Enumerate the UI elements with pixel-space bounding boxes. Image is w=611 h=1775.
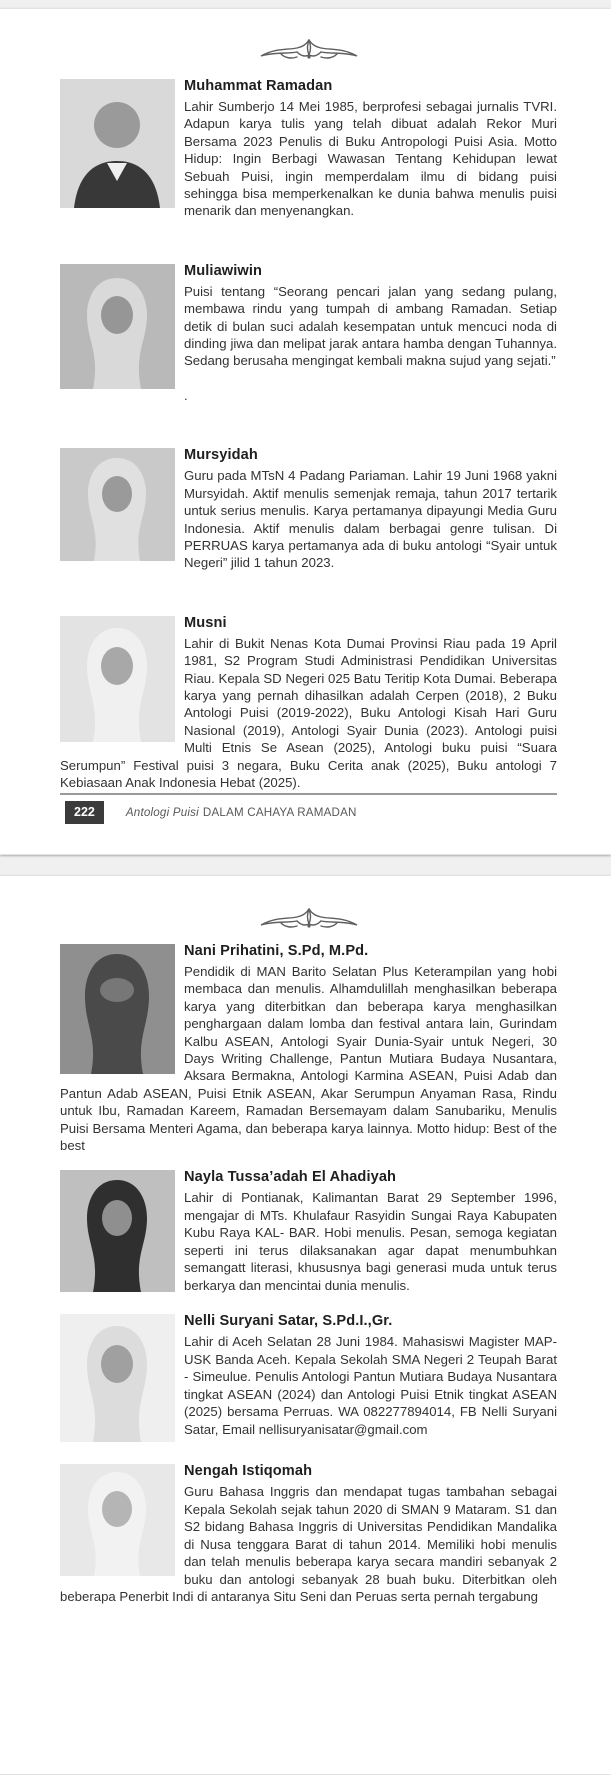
bio-name: Nelli Suryani Satar, S.Pd.I.,Gr. [184,1313,393,1330]
bio-name: Mursyidah [184,447,258,464]
bio-mursyidah [60,446,557,571]
bio-name: Musni [184,614,227,631]
bio-muhammat-ramadan [60,77,557,220]
floral-ornament-icon [60,876,557,932]
bio-name: Muhammat Ramadan [184,78,333,94]
portrait-photo [60,448,175,561]
portrait-photo [60,944,175,1074]
bio-text: Lahir di Aceh Selatan 28 Juni 1984. Mahasiswi Magister MAP-USK Banda Aceh. Kepala Sekolah SMA Negeri 2 Teupah Barat - Simeulue. Penulis Antologi Pantun Mutiara Budaya Nusantara tingkat ASEAN (2024) dan Antologi Puisi Etnik tingkat ASEAN (2025) bersama Perruas. WA 082277894014, FB Nelli Suryani Satar, Email nellisuryanisatar@gmail.com [184,1334,557,1437]
bio-text: Pendidik di MAN Barito Selatan Plus Keterampilan yang hobi membaca dan menulis. Alhamdulillah menghasilkan beberapa karya yang diterbitkan dan beberapa karya menghasilkan penghargaan dalam lomba dan festival antara lain, Gurindam Kalbu ASEAN, Antologi Syair Dunia-Syair untuk Negeri, 30 Days Writing Challenge, Pantun Mutiara Budaya Nusantara, Aksara Bermakna, Antologi Karmina ASEAN, Puisi Adab dan Pantun Adab ASEAN, Puisi Etnik ASEAN, Akar Serumpun Anyaman Rasa, Rindu untuk Ibu, Ramadan Kareem, Ramadan Bersemayam dalam Sanubariku, Menulis Puisi Bersama Menteri Agama, dan beberapa karya lainnya. Motto hidup: Best of the best [60,964,557,1154]
stray-period: . [184,387,188,403]
bio-name: Nengah Istiqomah [184,1463,313,1480]
book-title-italic: Antologi Puisi [125,806,199,819]
portrait-photo [60,1464,175,1576]
bio-text: Lahir di Pontianak, Kalimantan Barat 29 September 1996, mengajar di MTs. Khulafaur Rasyidin Sungai Raya Kabupaten Kubu Raya KAL- BAR. Hobi menulis. Pesan, semoga kegiatan seperti ini terus dilaksanakan agar dapat menumbuhkan semangatt literasi, khususnya bagi generasi muda untuk terus berkarya dan mencintai dunia menulis. [184,1190,557,1293]
bio-muliawiwin [60,262,557,404]
floral-ornament-icon [60,9,557,63]
bio-text: Puisi tentang “Seorang pencari jalan yang sedang pulang, membawa rindu yang tumpah di ambang Ramadan. Setiap detik di bulan suci adalah kesempatan untuk mencuci noda di dinding jiwa dan melipat jarak antara hamba dengan Tuhannya. Sedang berusaha mengingat kembali makna sujud yang sejati.” [184,283,557,369]
page-footer [60,793,557,824]
book-page-223 [0,875,611,1775]
portrait-photo [60,616,175,742]
portrait-photo [60,79,175,208]
bio-nengah-istiqomah [60,1462,557,1605]
bio-name: Muliawiwin [184,262,263,279]
bio-text: Guru pada MTsN 4 Padang Pariaman. Lahir 19 Juni 1968 yakni Mursyidah. Aktif menulis semenjak remaja, tahun 2017 tertarik untuk serius menulis. Karya pertamanya dipayungi Media Guru Indonesia. Aktif menulis dalam berbagai genre tulisan. Di PERRUAS karya pertamanya ada di buku antologi “Syair untuk Negeri” jilid 1 tahun 2023. [184,468,557,571]
page-number-badge: 222 [65,801,104,824]
bio-nani-prihatini [60,942,557,1154]
bio-nelli-suryani [60,1312,557,1448]
running-book-title [126,806,357,819]
book-title-caps: DALAM CAHAYA RAMADAN [202,806,357,819]
bio-musni [60,614,557,792]
bio-nayla-tussaadah [60,1168,557,1298]
portrait-photo [60,1170,175,1292]
footer-rule [60,793,557,795]
book-page-222 [0,8,611,855]
bio-name: Nani Prihatini, S.Pd, M.Pd. [184,943,369,959]
bio-text: Lahir di Bukit Nenas Kota Dumai Provinsi Riau pada 19 April 1981, S2 Program Studi Administrasi Pendidikan Universitas Riau. Kepala SD Negeri 025 Batu Teritip Kota Dumai. Beberapa karya yang pernah dihasilkan adalah Cerpen (2018), 2 Buku Antologi Puisi (2019-2022), Buku Antologi Kisah Hari Guru Nasional (2019), Antologi Syair Dunia (2023). Antologi puisi Multi Etnis Se Asean (2025), Antologi buku puisi “Suara Serumpun” Festival puisi 3 negara, Buku Cerita anak (2025), Buku antologi 7 Kebiasaan Anak Indonesia Hebat (2025). [60,635,557,790]
portrait-photo [60,1314,175,1442]
bio-name: Nayla Tussa’adah El Ahadiyah [184,1169,397,1186]
bio-text: Guru Bahasa Inggris dan mendapat tugas tambahan sebagai Kepala Sekolah sejak tahun 2020 di SMAN 9 Mataram. S1 dan S2 bidang Bahasa Inggris di Universitas Pendidikan Mandalika di Nusa tenggara Barat di tahun 2014. Memiliki hobi menulis dan telah menulis beberapa karya secara mandiri sebanyak 2 buku dan antologi sebanyak 28 buah buku. Diterbitkan oleh beberapa Penerbit Indi di antaranya Situ Seni dan Peruas serta pernah tergabung [60,1484,557,1604]
bio-text: Lahir Sumberjo 14 Mei 1985, berprofesi sebagai jurnalis TVRI. Adapun karya tulis yang telah dibuat adalah Rekor Muri Bersama 2023 Penulis di Buku Antropologi Puisi Asia. Motto Hidup: Ingin Berbagi Wawasan Tentang Kehidupan lewat Sebuah Puisi, ingin memperdalam ilmu di bidang puisi sehingga bisa memperkenalkan ke dunia bahwa menulis puisi menarik dan menyenangkan. [184,99,557,219]
portrait-photo [60,264,175,389]
